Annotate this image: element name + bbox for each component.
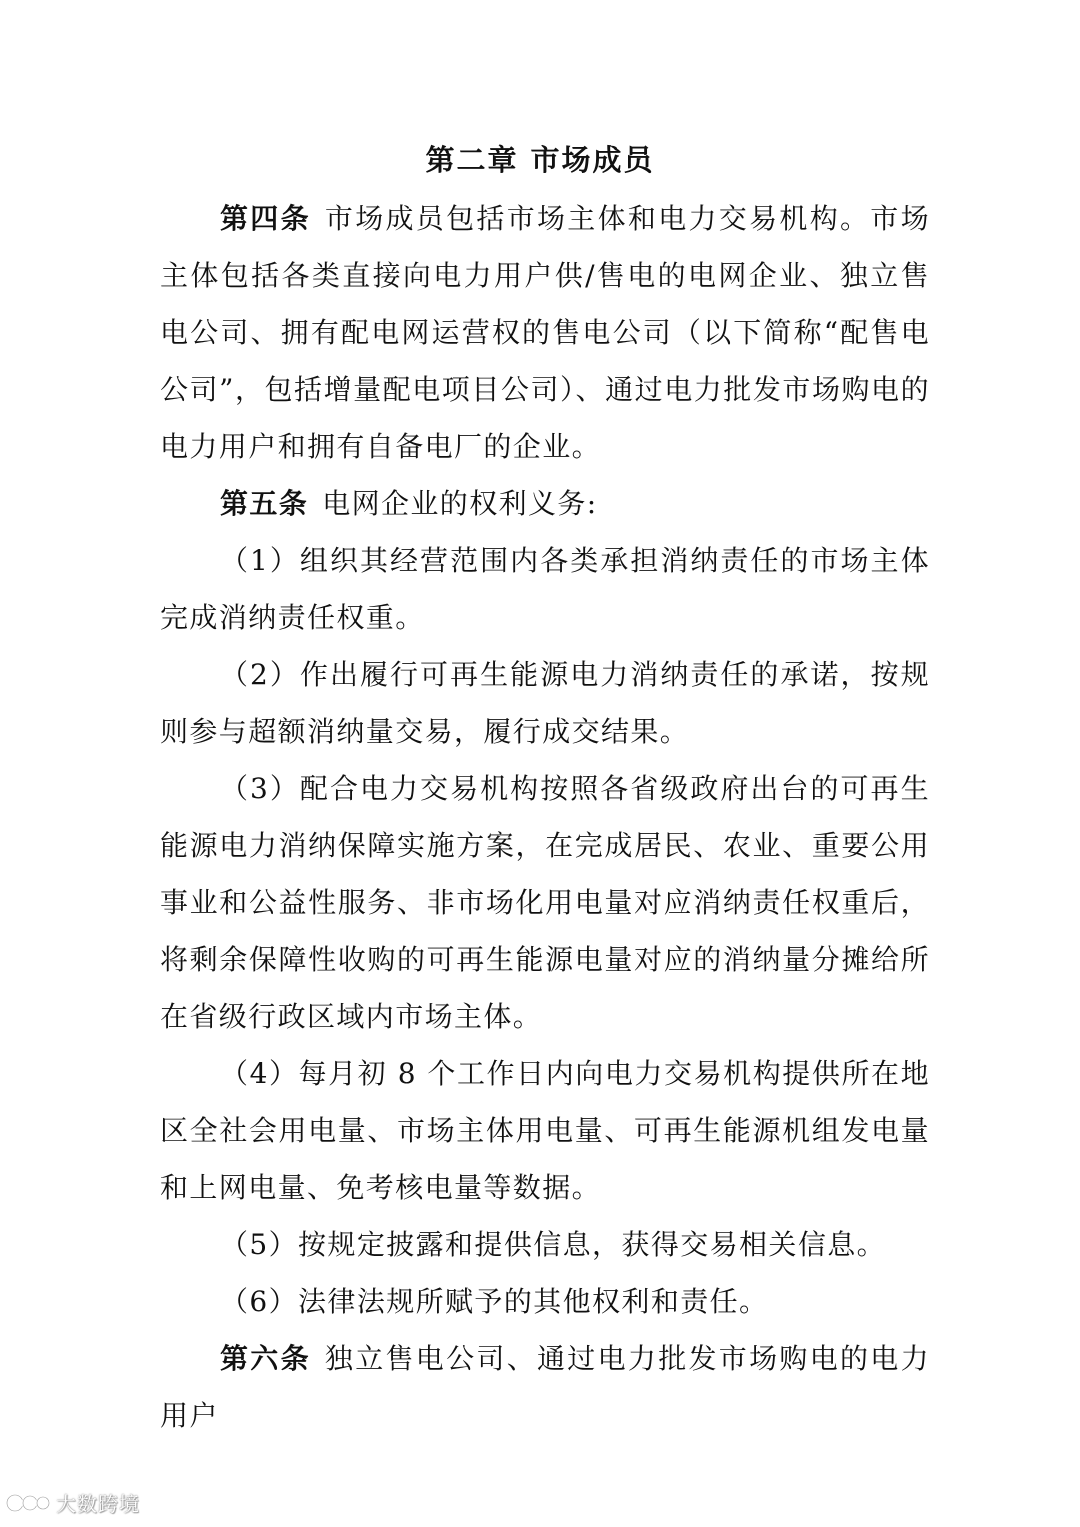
list-item: （4）每月初 8 个工作日内向电力交易机构提供所在地区全社会用电量、市场主体用电量、可再生能源机组发电量和上网电量、免考核电量等数据。 [160,1057,930,1204]
watermark [4,1488,140,1517]
article-number: 第六条 [220,1342,311,1375]
list-item: （1）组织其经营范围内各类承担消纳责任的市场主体完成消纳责任权重。 [160,544,930,634]
list-item: （2）作出履行可再生能源电力消纳责任的承诺，按规则参与超额消纳量交易，履行成交结果。 [160,658,930,748]
article-number: 第四条 [220,202,311,235]
article-4 [160,190,930,475]
chapter-title: 第二章 市场成员 [425,143,655,177]
list-item: （6）法律法规所赋予的其他权利和责任。 [220,1285,769,1318]
list-item: （5）按规定披露和提供信息，获得交易相关信息。 [220,1228,887,1261]
watermark-logo-icon [4,1492,52,1514]
list-item: （3）配合电力交易机构按照各省级政府出台的可再生能源电力消纳保障实施方案，在完成居民、农业、重要公用事业和公益性服务、非市场化用电量对应消纳责任权重后，将剩余保障性收购的可再生能源电量对应的消纳量分摊给所在省级行政区域内市场主体。 [160,772,930,1033]
article-number: 第五条 [220,487,309,520]
article-text: 市场成员包括市场主体和电力交易机构。市场主体包括各类直接向电力用户供/售电的电网企业、独立售电公司、拥有配电网运营权的售电公司（以下简称“配售电公司”，包括增量配电项目公司）、通过电力批发市场购电的电力用户和拥有自备电厂的企业。 [160,202,930,463]
watermark-text: 大数跨境 [56,1492,140,1516]
article-5 [160,475,930,532]
document-body [160,190,930,1444]
article-text: 独立售电公司、通过电力批发市场购电的电力用户 [160,1342,930,1432]
article-text: 电网企业的权利义务: [322,487,598,520]
article-6 [160,1330,930,1444]
